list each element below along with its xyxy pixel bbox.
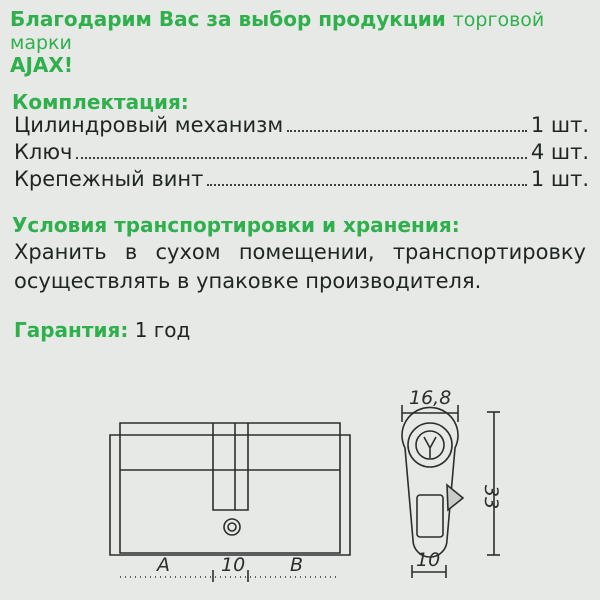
storage-word: Хранить: [14, 240, 107, 264]
screw-hole-inner-icon: [228, 523, 236, 531]
warranty-value: 1 год: [134, 318, 191, 342]
cylinder-body-outline: [110, 435, 350, 555]
thanks-main: Благодарим Вас за выбор продукции: [10, 7, 446, 31]
kit-title: Комплектация:: [12, 90, 189, 114]
kit-item-qty: 1 шт.: [530, 167, 589, 191]
storage-line-2: осуществлять в упаковке производителя.: [14, 269, 482, 293]
storage-word: в: [124, 240, 138, 264]
storage-title: Условия транспортировки и хранения:: [12, 213, 460, 237]
dim-label-a: A: [157, 554, 170, 576]
thanks-tail: торговой марки: [10, 9, 545, 54]
kit-item-name: Ключ: [14, 140, 73, 164]
kit-item-name: Крепежный винт: [14, 167, 204, 191]
warranty-label: Гарантия:: [14, 318, 129, 342]
end-view-lower-slot: [417, 495, 443, 537]
keyway-slot-icon: [424, 437, 436, 458]
dim-label-b: B: [290, 554, 304, 576]
storage-word: помещении,: [238, 240, 375, 264]
cam-profile-icon: [447, 485, 463, 510]
dim-label-height: 33: [480, 485, 502, 510]
end-view-outline: [402, 407, 458, 557]
storage-word: сухом: [155, 240, 221, 264]
end-view-inner-ring: [408, 423, 452, 467]
dim-label-10: 10: [221, 554, 246, 576]
kit-item-qty: 1 шт.: [530, 113, 589, 137]
kit-item-name: Цилиндровый механизм: [14, 113, 284, 137]
cylinder-body: [120, 423, 340, 553]
dim-label-width: 16,8: [409, 387, 452, 409]
kit-item-qty: 4 шт.: [530, 140, 589, 164]
cam-slot: [213, 423, 248, 510]
brand-name: AJAX!: [10, 53, 73, 77]
storage-word: транспортировку: [392, 240, 586, 264]
dim-label-end-10: 10: [416, 549, 441, 571]
screw-hole-icon: [224, 519, 240, 535]
